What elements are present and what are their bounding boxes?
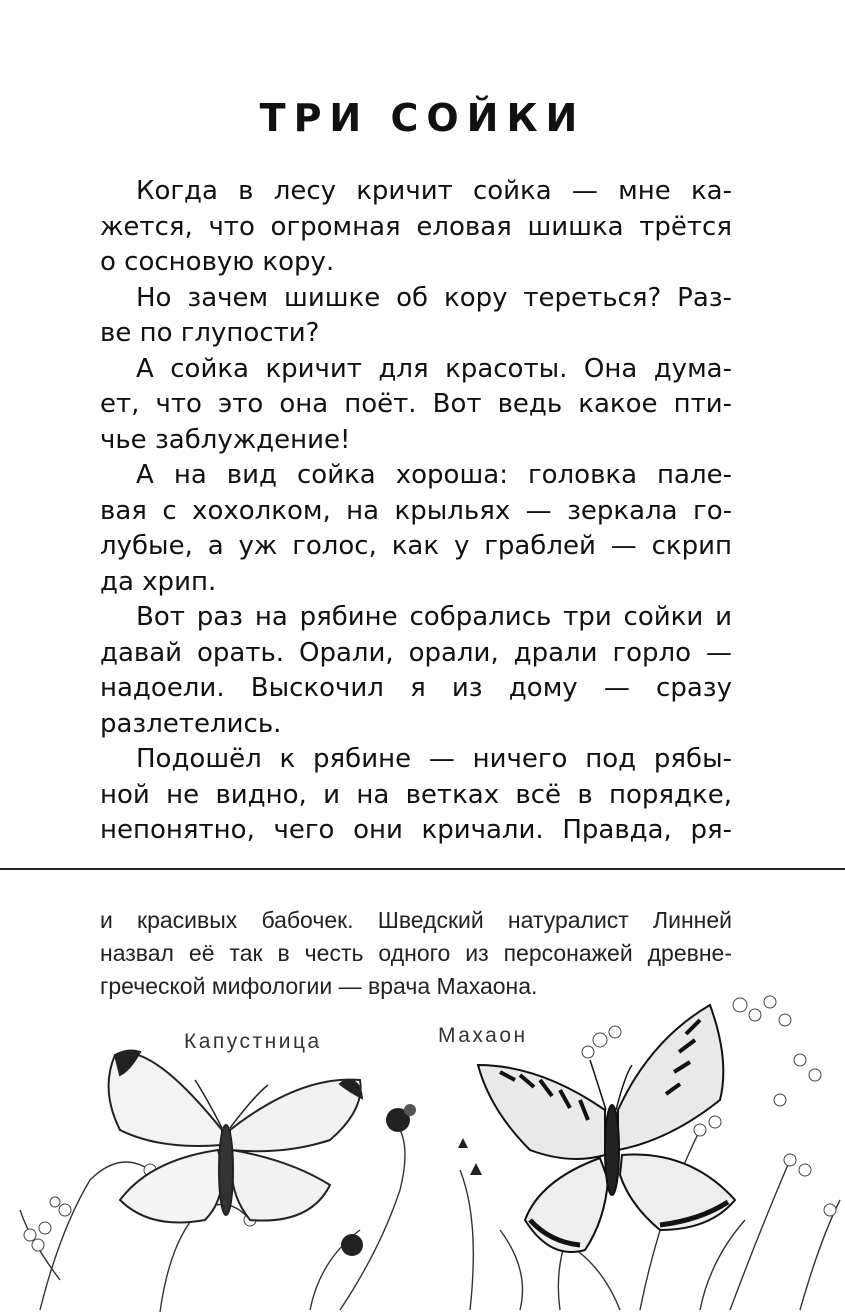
text-line: разлетелись. <box>100 708 282 739</box>
text-line: А сойка кричит для красоты. Она дума- <box>136 353 732 384</box>
paragraph <box>100 458 732 600</box>
swallowtail-butterfly-caption: Махаон <box>438 1024 528 1047</box>
story-title: ТРИ СОЙКИ <box>259 96 586 140</box>
paragraph <box>100 600 732 742</box>
text-line: о сосновую кору. <box>100 247 335 277</box>
footnote-divider <box>0 868 845 870</box>
text-line: вая с хохолком, на крыльях — зеркала го- <box>100 495 732 526</box>
text-line: А на вид сойка хороша: головка пале- <box>136 460 732 490</box>
paragraph <box>100 281 732 352</box>
text-line: Подошёл к рябине — ничего под рябы- <box>136 744 732 774</box>
text-line: Вот раз на рябине собрались три сойки и <box>136 602 732 632</box>
footnote-line: греческой мифологии — врача Махаона. <box>100 973 538 999</box>
text-line: ет, что это она поёт. Вот ведь какое пти- <box>100 389 732 419</box>
text-line: да хрип. <box>100 566 217 597</box>
text-line: Но зачем шишке об кору тереться? Раз- <box>136 282 732 313</box>
cabbage-butterfly <box>109 1051 362 1223</box>
dark-flowers <box>341 1104 482 1256</box>
cabbage-butterfly-caption: Капустница <box>184 1030 322 1053</box>
text-line: лубые, а уж голос, как у граблей — скрип <box>100 531 732 561</box>
text-line: чье заблуждение! <box>100 424 351 455</box>
text-line: надоели. Выскочил я из дому — сразу <box>100 673 732 703</box>
butterflies-illustration <box>0 980 845 1312</box>
text-line: ной не видно, и на ветках всё в порядке, <box>100 779 732 810</box>
text-line: Когда в лесу кричит сойка — мне ка- <box>136 176 732 206</box>
text-line: жется, что огромная еловая шишка трётся <box>100 211 732 242</box>
footnote-line: назвал её так в честь одного из персонажей древне- <box>100 940 732 966</box>
text-line: ве по глупости? <box>100 318 320 348</box>
text-line: давай орать. Орали, орали, драли горло — <box>100 637 732 668</box>
paragraph <box>100 742 732 849</box>
flower-cluster <box>20 1130 840 1312</box>
paragraph <box>100 352 732 459</box>
paragraph <box>100 174 732 281</box>
footnote-line: и красивых бабочек. Шведский натуралист Линней <box>100 907 732 933</box>
story-text <box>100 174 732 849</box>
text-line: непонятно, чего они кричали. Правда, ря- <box>100 815 732 845</box>
